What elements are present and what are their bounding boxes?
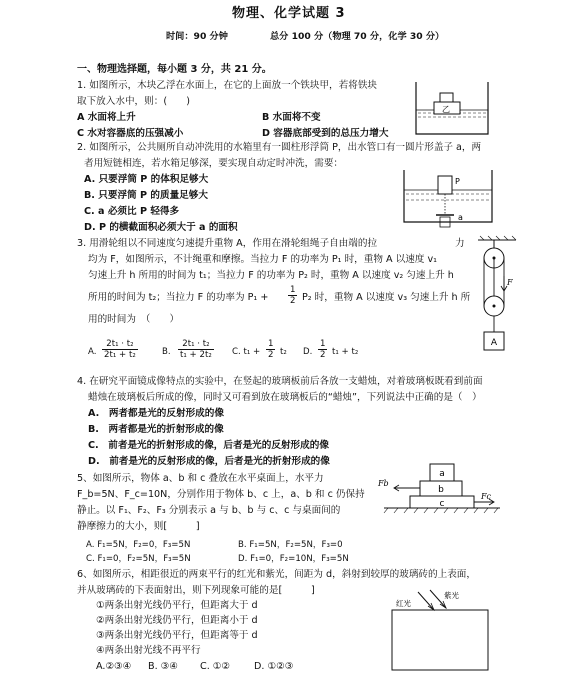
q3-line1: 3. 用滑轮组以不同速度匀速提升重物 A，作用在滑轮组绳子自由端的拉: [77, 238, 378, 249]
q1-option-d: D 容器底部受到的总压力增大: [262, 128, 389, 139]
q5-line3: 静止。以 F₁、F₂、F₃ 分别表示 a 与 b、b 与 c、c 与桌面间的: [77, 505, 341, 516]
q3-option-c-tail: t₂: [280, 347, 287, 357]
q2-option-b: B. 只要浮筒 P 的质量足够大: [84, 190, 208, 201]
q3-option-c-num: 1: [268, 339, 274, 349]
q3-line4b: P₂ 时，重物 A 以速度 v₃ 匀速上升 h 所: [302, 292, 471, 303]
q3-option-d-tail: t₁ + t₂: [332, 347, 359, 357]
q5-fig-c: c: [439, 499, 445, 509]
q3-option-c-den: 2: [268, 350, 274, 360]
q3-fig-a: A: [490, 338, 498, 348]
q1-line2: 取下放入水中，则：( ): [77, 96, 191, 107]
q3-option-a-label: A.: [88, 347, 97, 357]
q2-option-d: D. P 的横截面积必须大于 a 的面积: [84, 222, 238, 233]
q2-option-c: C. a 必须比 P 轻得多: [84, 206, 180, 217]
q3-option-d-fraction: [318, 339, 327, 360]
q3-option-a-fraction: [102, 339, 138, 360]
q3-option-c-fraction: [266, 339, 275, 360]
q6-statement-2: ②两条出射光线仍平行，但距离小于 d: [96, 615, 258, 626]
q3-option-c-label: C. t₁ +: [232, 347, 261, 357]
q1-option-a: A 水面将上升: [77, 112, 136, 123]
q5-line1: 5、如图所示，物体 a、b 和 c 叠放在水平桌面上，水平力: [77, 473, 324, 484]
q3-half-den: 2: [290, 296, 296, 306]
q4-option-c: C. 前者是光的折射形成的像，后者是光的反射形成的像: [88, 440, 329, 451]
q5-fig-b: b: [438, 485, 444, 495]
q3-line4a: 所用的时间为 t₂；当拉力 F 的功率为 P₁ +: [88, 292, 269, 303]
q4-option-a: A. 两者都是光的反射形成的像: [88, 408, 224, 419]
exam-time: 时间：90 分钟: [166, 31, 228, 42]
q5-fig-a: a: [439, 469, 445, 479]
q5-option-a: A. F₁=5N，F₂=0，F₃=5N: [86, 540, 191, 550]
q3-half-num: 1: [290, 285, 296, 295]
q4-line1: 4. 在研究平面镜成像特点的实验中，在竖起的玻璃板前后各放一支蜡烛，对着玻璃板既看到前面: [77, 376, 483, 387]
q6-statement-3: ③两条出射光线仍平行，但距离等于 d: [96, 630, 258, 641]
q5-option-b: B. F₁=5N，F₂=5N，F₃=0: [238, 540, 343, 550]
q6-option-b: B. ③④: [148, 661, 178, 672]
q2-option-a: A. 只要浮筒 P 的体积足够大: [84, 174, 209, 185]
q3-half-fraction: [288, 285, 297, 306]
q6-statement-1: ①两条出射光线仍平行，但距离大于 d: [96, 600, 258, 611]
q3-option-a-num: 2t₁ · t₂: [102, 339, 138, 350]
q5-line4: 静摩擦力的大小，则[ ]: [77, 521, 200, 532]
q5-fig-fc: Fc: [481, 492, 492, 501]
q1-option-c: C 水对容器底的压强减小: [77, 128, 184, 139]
q2-fig-a: a: [458, 213, 463, 222]
q3-option-b-fraction: [178, 339, 214, 360]
q2-line1: 2. 如图所示，公共厕所自动冲洗用的水箱里有一圆柱形浮筒 P，出水管口有一圆片形盖子 a，两: [77, 142, 482, 153]
q4-option-d: D. 前者是光的反射形成的像，后者是光的折射形成的像: [88, 456, 330, 467]
q3-option-d-label: D.: [303, 347, 313, 357]
q3-option-b-num: 2t₁ · t₂: [178, 339, 214, 350]
q3-option-d-num: 1: [320, 339, 326, 349]
q6-fig-purple: 紫光: [444, 591, 459, 600]
q2-figure: [398, 160, 498, 230]
q1-figure: [412, 76, 492, 138]
q6-line2: 并从玻璃砖的下表面射出，则下列现象可能的是[ ]: [77, 585, 315, 596]
q5-option-c: C. F₁=0，F₂=5N，F₃=5N: [86, 554, 191, 564]
q4-line2: 蜡烛在玻璃板后所成的像，同时又可看到放在玻璃板后的“蜡烛”，下列说法中正确的是（ ）: [88, 392, 482, 403]
q3-option-b-den: t₁ + 2t₂: [180, 350, 212, 360]
q6-option-a: A.②③④: [96, 661, 132, 672]
q2-fig-p: P: [455, 177, 460, 186]
q3-line1-tail: 力: [455, 238, 465, 249]
q3-line2: 均为 F，如图所示，不计绳重和摩擦。当拉力 F 的功率为 P₁ 时，重物 A 以速度 v₁: [88, 254, 437, 265]
q3-pulley-figure: [476, 234, 520, 358]
q1-fig-label: 乙: [442, 105, 450, 114]
q3-option-a-den: 2t₁ + t₂: [104, 350, 136, 360]
q3-option-d-den: 2: [320, 350, 326, 360]
section-heading: 一、物理选择题，每小题 3 分，共 21 分。: [77, 64, 272, 75]
page-title: 物理、化学试题 3: [232, 6, 346, 21]
q6-fig-red: 红光: [396, 599, 411, 608]
q5-fig-fb: Fb: [378, 479, 389, 488]
q3-option-b-label: B.: [162, 347, 171, 357]
q4-option-b: B. 两者都是光的折射形成的像: [88, 424, 224, 435]
q1-line1: 1. 如图所示，木块乙浮在水面上，在它的上面放一个铁块甲，若将铁块: [77, 80, 378, 91]
q5-figure: [378, 456, 504, 518]
q3-line5: 用的时间为 （ ）: [88, 314, 180, 325]
q3-line3: 匀速上升 h 所用的时间为 t₁；当拉力 F 的功率为 P₂ 时，重物 A 以速度 v₂ 匀速上升 h: [88, 270, 454, 281]
q5-line2: F_b=5N、F_c=10N，分别作用于物体 b、c 上，a、b 和 c 仍保持: [77, 489, 365, 500]
q6-line1: 6、如图所示，相距很近的两束平行的红光和紫光，间距为 d，斜射到较厚的玻璃砖的上表面，: [77, 569, 476, 580]
q3-fig-f: F: [507, 278, 513, 287]
q2-line2: 者用短链相连，若水箱足够深，要实现自动定时冲洗，需要：: [84, 158, 344, 169]
q6-figure: [390, 586, 492, 676]
q5-option-d: D. F₁=0，F₂=10N，F₃=5N: [238, 554, 349, 564]
q6-option-c: C. ①②: [200, 661, 230, 672]
q6-statement-4: ④两条出射光线不再平行: [96, 645, 201, 656]
q1-option-b: B 水面将不变: [262, 112, 321, 123]
q6-option-d: D. ①②③: [254, 661, 294, 672]
exam-score: 总分 100 分（物理 70 分，化学 30 分）: [270, 31, 445, 42]
